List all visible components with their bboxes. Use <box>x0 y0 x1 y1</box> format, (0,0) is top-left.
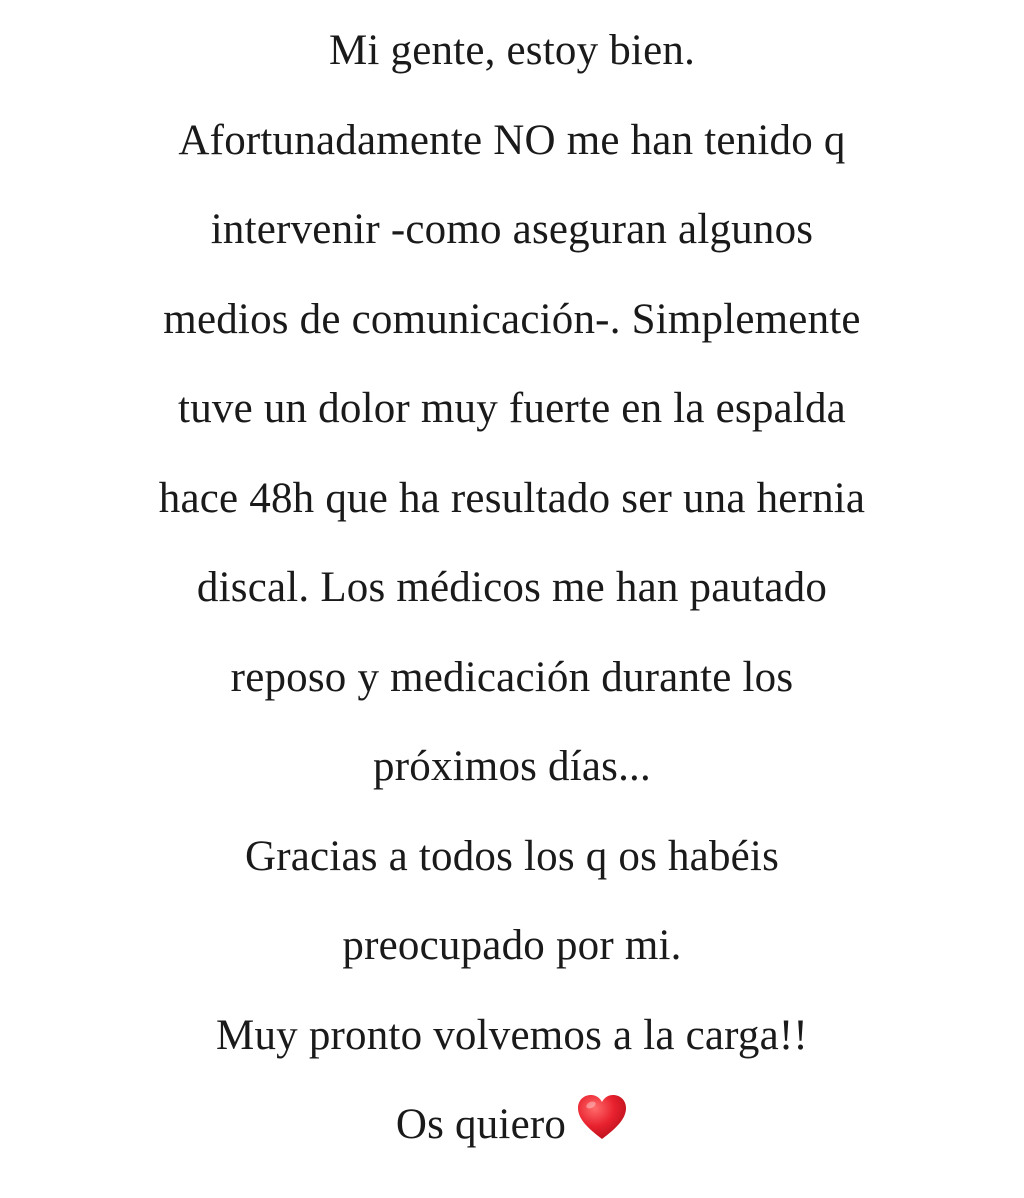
story-text <box>0 16 1024 1180</box>
message-line-12: Muy pronto volvemos a la carga!! <box>216 1011 808 1059</box>
closing-text: Os quiero <box>395 1101 567 1148</box>
message-line-2: Afortunadamente NO me han tenido q <box>178 116 846 164</box>
message-line-3: intervenir -como aseguran algunos <box>210 206 814 253</box>
message-line-8: reposo y medicación durante los <box>230 653 794 701</box>
message-line-11: preocupado por mi. <box>342 922 682 969</box>
message-line-13 <box>0 1090 1024 1180</box>
message-line-6: hace 48h que ha resultado ser una hernia <box>158 474 866 522</box>
message-line-1: Mi gente, estoy bien. <box>328 27 696 74</box>
message-line-5: tuve un dolor muy fuerte en la espalda <box>178 385 846 432</box>
message-line-10: Gracias a todos los q os habéis <box>244 832 780 880</box>
message-line-9: próximos días... <box>373 743 651 790</box>
red-heart-icon <box>576 1094 628 1142</box>
message-line-7: discal. Los médicos me han pautado <box>196 564 828 611</box>
message-line-4: medios de comunicación-. Simplemente <box>163 295 861 343</box>
